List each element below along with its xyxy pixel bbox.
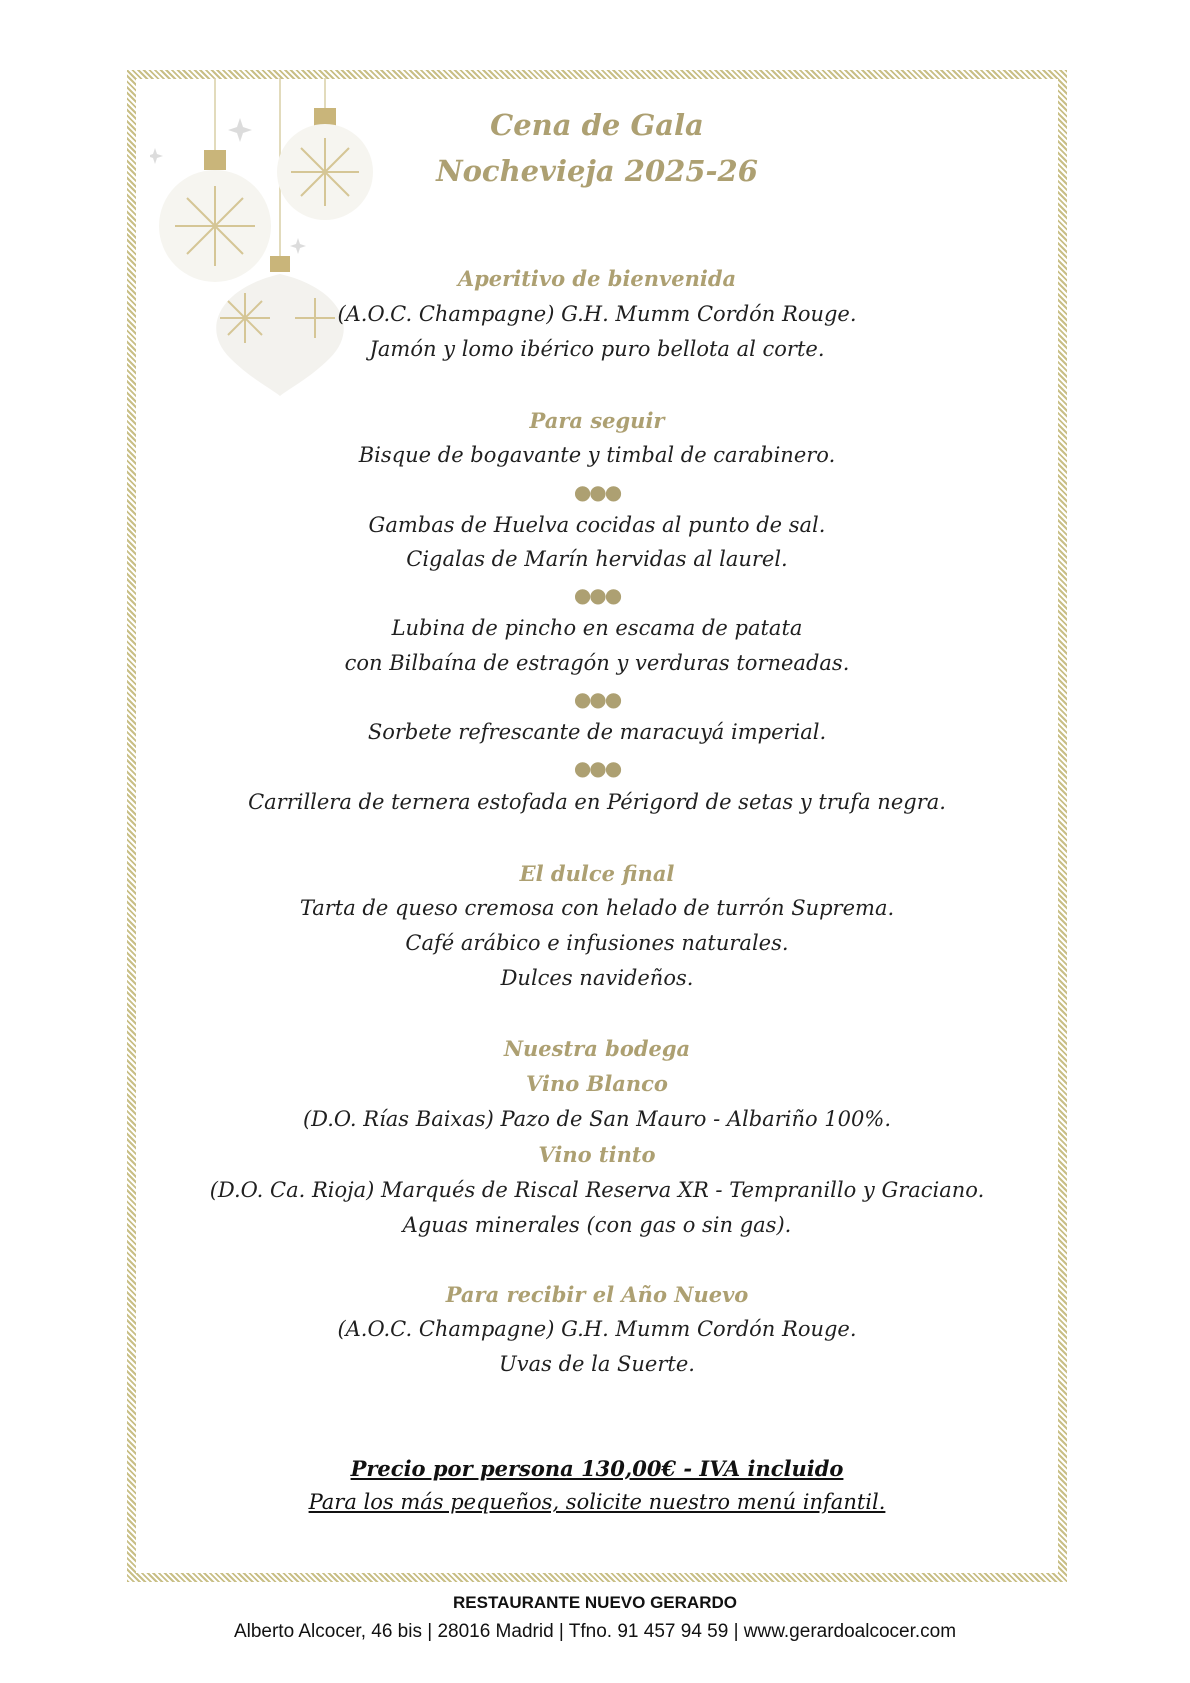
section-heading-seguir: Para seguir xyxy=(529,408,665,433)
separator-dots: ●●● xyxy=(573,756,621,780)
kids-menu-note: Para los más pequeños, solicite nuestro menú infantil. xyxy=(308,1490,886,1514)
menu-item: Carrillera de ternera estofada en Périgord de setas y trufa negra. xyxy=(248,790,946,814)
menu-item: Gambas de Huelva cocidas al punto de sal. xyxy=(368,513,826,537)
price-per-person: Precio por persona 130,00€ - IVA incluido xyxy=(350,1456,844,1481)
menu-item: con Bilbaína de estragón y verduras torneadas. xyxy=(344,651,850,675)
menu-item: (A.O.C. Champagne) G.H. Mumm Cordón Rouge. xyxy=(337,1317,857,1341)
separator-dots: ●●● xyxy=(573,687,621,711)
menu-item: (A.O.C. Champagne) G.H. Mumm Cordón Rouge. xyxy=(337,302,857,326)
menu-title: Cena de Gala xyxy=(490,108,704,142)
menu-subtitle: Nochevieja 2025-26 xyxy=(436,154,758,188)
separator-dots: ●●● xyxy=(573,583,621,607)
menu-item: Bisque de bogavante y timbal de carabinero. xyxy=(358,443,836,467)
menu-item: Uvas de la Suerte. xyxy=(499,1352,695,1376)
wine-heading-blanco: Vino Blanco xyxy=(526,1071,668,1096)
menu-item: Jamón y lomo ibérico puro bellota al corte. xyxy=(369,337,825,361)
menu-item: Sorbete refrescante de maracuyá imperial. xyxy=(367,720,827,744)
section-heading-nuevo: Para recibir el Año Nuevo xyxy=(445,1282,749,1307)
restaurant-address: Alberto Alcocer, 46 bis | 28016 Madrid | Tfno. 91 457 94 59 | www.gerardoalcocer.com xyxy=(233,1621,957,1642)
section-heading-dulce: El dulce final xyxy=(519,861,675,886)
menu-item: Café arábico e infusiones naturales. xyxy=(405,931,789,955)
menu-item: Dulces navideños. xyxy=(500,966,694,990)
menu-item: Cigalas de Marín hervidas al laurel. xyxy=(406,547,788,571)
menu-item: Tarta de queso cremosa con helado de turrón Suprema. xyxy=(299,896,895,920)
water-item: Aguas minerales (con gas o sin gas). xyxy=(402,1213,792,1237)
section-heading-aperitivo: Aperitivo de bienvenida xyxy=(457,266,737,291)
separator-dots: ●●● xyxy=(573,480,621,504)
wine-blanco: (D.O. Rías Baixas) Pazo de San Mauro - Albariño 100%. xyxy=(302,1107,892,1131)
wine-tinto: (D.O. Ca. Rioja) Marqués de Riscal Reserva XR - Tempranillo y Graciano. xyxy=(209,1178,985,1202)
wine-heading-tinto: Vino tinto xyxy=(538,1142,656,1167)
restaurant-name: RESTAURANTE NUEVO GERARDO xyxy=(453,1593,737,1612)
section-heading-bodega: Nuestra bodega xyxy=(503,1036,691,1061)
menu-item: Lubina de pincho en escama de patata xyxy=(391,616,803,640)
